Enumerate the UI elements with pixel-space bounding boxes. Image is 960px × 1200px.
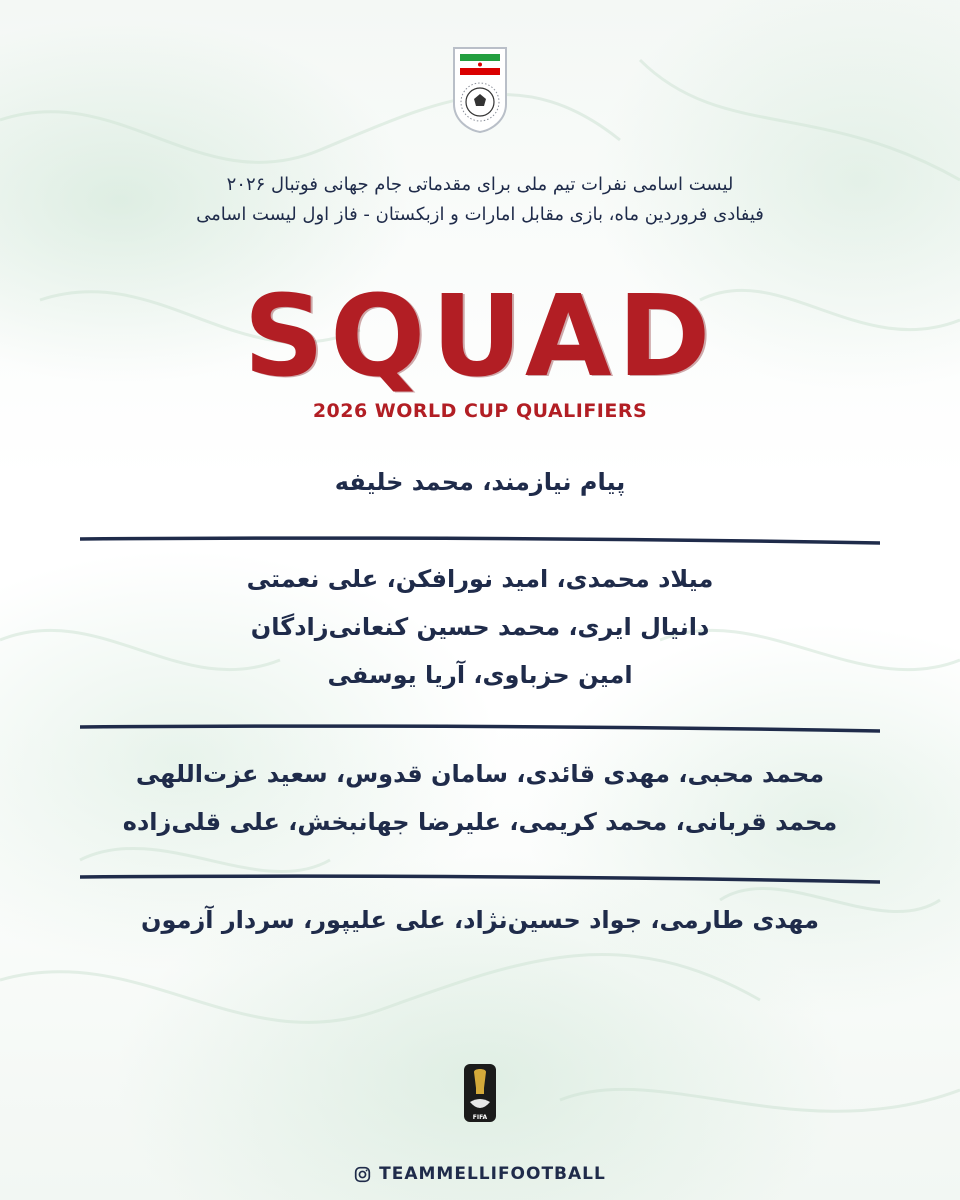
- squad-subtitle: 2026 WORLD CUP QUALIFIERS: [312, 400, 648, 422]
- instagram-icon: [354, 1166, 371, 1183]
- handle-text: TEAMMELLIFOOTBALL: [379, 1164, 606, 1184]
- midfielders-group: [60, 750, 900, 846]
- intro-line-2: فیفادی فروردین ماه، بازی مقابل امارات و ازبکستان - فاز اول لیست اسامی: [196, 204, 764, 225]
- section-divider: [80, 533, 880, 547]
- player-line: امین حزباوی، آریا یوسفی: [327, 661, 633, 689]
- defenders-group: [60, 555, 900, 699]
- wc-logo-text: FIFA: [472, 1114, 488, 1121]
- forwards-group: [60, 896, 900, 944]
- player-line: پیام نیازمند، محمد خلیفه: [334, 468, 626, 496]
- player-line: میلاد محمدی، امید نورافکن، علی نعمتی: [246, 565, 714, 593]
- player-line: محمد قربانی، محمد کریمی، علیرضا جهانبخش، علی قلی‌زاده: [122, 808, 838, 836]
- social-handle: [0, 1164, 960, 1184]
- ffiri-logo: [452, 44, 508, 134]
- squad-title: SQUAD: [243, 272, 717, 402]
- section-divider: [80, 872, 880, 886]
- player-line: دانیال ایری، محمد حسین کنعانی‌زادگان: [250, 613, 710, 641]
- intro-line-1: لیست اسامی نفرات تیم ملی برای مقدماتی جام جهانی فوتبال ۲۰۲۶: [226, 174, 734, 195]
- player-line: مهدی طارمی، جواد حسین‌نژاد، علی علیپور، سردار آزمون: [141, 906, 819, 934]
- goalkeepers-group: [60, 458, 900, 506]
- section-divider: [80, 722, 880, 736]
- world-cup-2026-logo: [462, 1062, 498, 1124]
- player-line: محمد محبی، مهدی قائدی، سامان قدوس، سعید عزت‌اللهی: [135, 760, 825, 788]
